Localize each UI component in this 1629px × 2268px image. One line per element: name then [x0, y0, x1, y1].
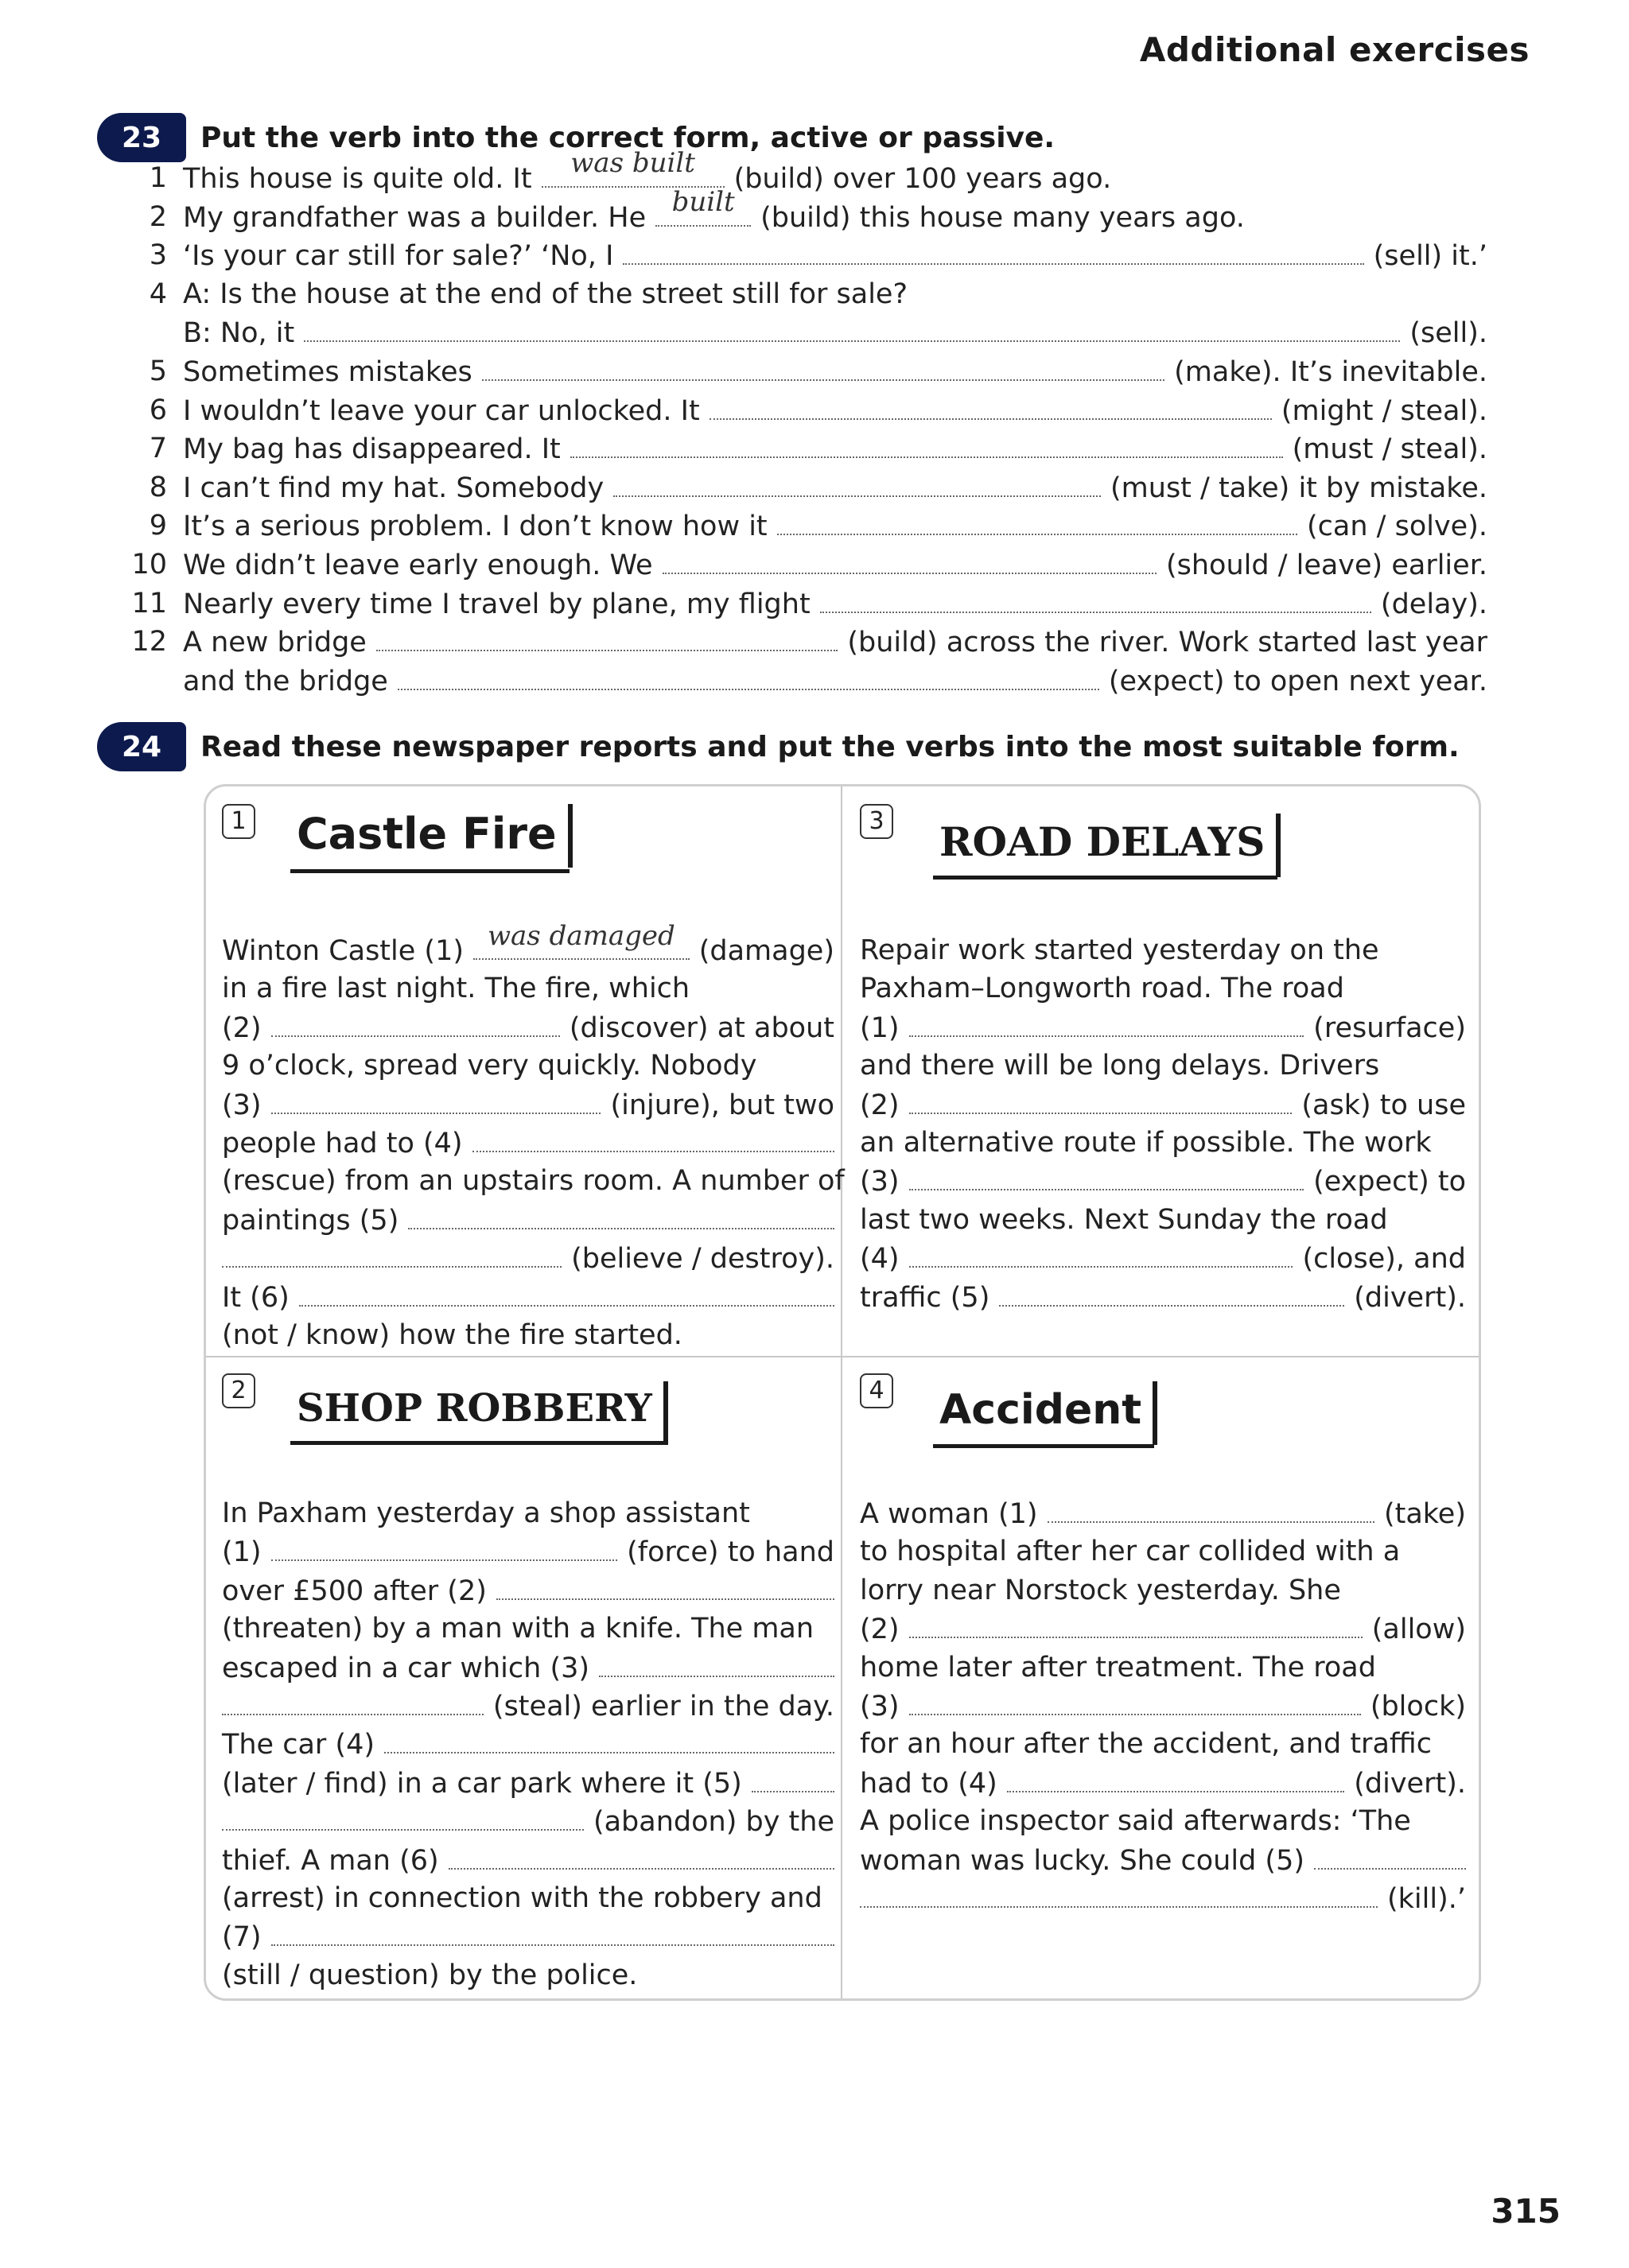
- story-text-segment: (resurface): [1313, 1012, 1466, 1044]
- answer-blank[interactable]: [271, 1532, 618, 1561]
- answer-blank[interactable]: [472, 1124, 834, 1152]
- answer-blank[interactable]: [909, 1008, 1304, 1037]
- story-line: [860, 1532, 1466, 1571]
- story-line: [222, 1278, 834, 1316]
- handwritten-answer: was damaged: [487, 919, 675, 952]
- item-text: Sometimes mistakes: [183, 355, 472, 388]
- answer-blank[interactable]: [299, 1278, 834, 1307]
- page-number: 315: [1491, 2192, 1561, 2231]
- story-text-segment: (later / find) in a car park where it (5): [222, 1767, 742, 1800]
- item-text: (might / steal).: [1281, 394, 1487, 427]
- story-text-segment: (2): [860, 1614, 900, 1646]
- story-text-segment: (kill).’: [1386, 1882, 1466, 1915]
- story-text-segment: A woman (1): [860, 1498, 1038, 1530]
- answer-blank[interactable]: [482, 352, 1164, 381]
- answer-blank[interactable]: [1314, 1841, 1466, 1870]
- story-line: [222, 1494, 834, 1532]
- item-number: 1: [149, 162, 167, 194]
- story-text-segment: Winton Castle (1): [222, 935, 464, 967]
- story-text-segment: (divert).: [1354, 1767, 1466, 1800]
- exercise-item: [149, 236, 1487, 275]
- story-line: [222, 1764, 834, 1802]
- story-text-segment: (believe / destroy).: [571, 1243, 834, 1276]
- story-text-segment: (divert).: [1354, 1281, 1466, 1314]
- exercise-item: [149, 507, 1487, 546]
- story-text-segment: (rescue) from an upstairs room. A number of: [222, 1165, 845, 1198]
- answer-blank[interactable]: [777, 507, 1297, 535]
- story-text-segment: Repair work started yesterday on the: [860, 934, 1379, 966]
- item-text: Nearly every time I travel by plane, my flight: [183, 588, 811, 620]
- story-line: [222, 1687, 834, 1725]
- item-number: 2: [149, 200, 167, 233]
- item-text: It’s a serious problem. I don’t know how it: [183, 511, 768, 543]
- headline-text: Accident: [939, 1386, 1142, 1434]
- story-line: [222, 1201, 834, 1239]
- story-line: [222, 919, 834, 969]
- story-text-segment: to hospital after her car collided with a: [860, 1536, 1401, 1568]
- handwritten-answer: built: [671, 186, 735, 218]
- story-line: [860, 1008, 1466, 1047]
- headline-text: ROAD DELAYS: [939, 818, 1265, 865]
- story-line: [860, 1879, 1466, 1917]
- headline-text: Castle Fire: [297, 809, 557, 859]
- story-text: [222, 1494, 834, 1994]
- answer-blank[interactable]: [909, 1085, 1293, 1114]
- story-line: [860, 931, 1466, 969]
- item-text: My grandfather was a builder. He: [183, 201, 647, 234]
- handwritten-answer: was built: [570, 147, 695, 180]
- item-text: I wouldn’t leave your car unlocked. It: [183, 394, 700, 427]
- exercise-number-badge: 24: [97, 722, 186, 771]
- item-text: (sell).: [1409, 317, 1487, 350]
- story-text-segment: (7): [222, 1921, 262, 1954]
- headline: [297, 809, 557, 859]
- story-text-segment: (3): [860, 1166, 900, 1198]
- exercise-item: [149, 147, 1487, 198]
- headline-underline: [290, 869, 570, 873]
- answer-blank[interactable]: [1048, 1494, 1374, 1523]
- running-header: Additional exercises: [1139, 30, 1530, 69]
- exercise-item: [149, 429, 1487, 468]
- story-line: [222, 1956, 834, 1994]
- answer-blank[interactable]: [304, 313, 1400, 342]
- story-text-segment: (damage): [698, 935, 834, 967]
- story-text-segment: (expect) to: [1313, 1166, 1466, 1198]
- answer-blank[interactable]: [473, 919, 690, 960]
- item-number: 3: [149, 239, 167, 272]
- item-text: ‘Is your car still for sale?’ ‘No, I: [183, 240, 614, 273]
- answer-blank[interactable]: [222, 1802, 584, 1831]
- story-text-segment: paintings (5): [222, 1204, 399, 1237]
- story-text-segment: The car (4): [222, 1729, 375, 1761]
- item-number: 10: [131, 548, 167, 581]
- answer-blank[interactable]: [376, 623, 838, 651]
- story-text-segment: Paxham–Longworth road. The road: [860, 973, 1344, 1005]
- item-number: 5: [149, 355, 167, 387]
- headline-bar: [1153, 1381, 1157, 1445]
- story-text-segment: (4): [860, 1243, 900, 1276]
- story-text-segment: (arrest) in connection with the robbery and: [222, 1882, 822, 1914]
- answer-blank[interactable]: [398, 662, 1099, 690]
- exercise-23-items: [131, 147, 1487, 700]
- exercise-item: [149, 275, 1487, 314]
- story-text-segment: (discover) at about: [569, 1012, 834, 1044]
- answer-blank[interactable]: [570, 429, 1283, 458]
- item-text: (build) this house many years ago.: [760, 201, 1245, 234]
- story-text: [222, 919, 845, 1354]
- story-line: [222, 1571, 834, 1610]
- row-divider: [206, 1356, 1479, 1357]
- story-line: [222, 1879, 834, 1917]
- story-text-segment: A police inspector said afterwards: ‘The: [860, 1805, 1411, 1838]
- exercise-instruction: Read these newspaper reports and put the verbs into the most suitable form.: [200, 730, 1460, 763]
- story-text-segment: 9 o’clock, spread very quickly. Nobody: [222, 1050, 757, 1082]
- exercise-item: [131, 546, 1487, 584]
- item-text: and the bridge: [183, 665, 388, 697]
- item-text: (delay).: [1380, 588, 1487, 620]
- story-text-segment: (2): [222, 1012, 262, 1044]
- item-number: 9: [149, 510, 167, 542]
- item-text: (should / leave) earlier.: [1165, 549, 1487, 581]
- answer-blank[interactable]: [271, 1085, 601, 1114]
- item-text: A new bridge: [183, 627, 367, 659]
- story-line: [860, 1239, 1466, 1277]
- column-divider: [841, 786, 842, 1998]
- item-text: (build) across the river. Work started last year: [847, 627, 1487, 659]
- answer-blank[interactable]: [820, 584, 1371, 613]
- story-line: [222, 1008, 834, 1047]
- item-number: 6: [149, 394, 167, 426]
- headline: [939, 1386, 1141, 1434]
- answer-blank[interactable]: [663, 546, 1157, 574]
- exercise-24-heading: [97, 722, 1460, 771]
- item-text: (must / take) it by mistake.: [1110, 472, 1487, 504]
- item-text: We didn’t leave early enough. We: [183, 549, 653, 581]
- story-line: [860, 1494, 1466, 1532]
- story-text-segment: in a fire last night. The fire, which: [222, 973, 690, 1005]
- answer-blank[interactable]: [384, 1725, 834, 1753]
- headline-text: SHOP ROBBERY: [297, 1386, 652, 1431]
- story-text-segment: thief. A man (6): [222, 1844, 439, 1877]
- item-text: A: Is the house at the end of the street still for sale?: [183, 278, 908, 310]
- exercise-item: [149, 186, 1487, 237]
- exercise-item: [149, 391, 1487, 430]
- headline-bar: [663, 1381, 668, 1445]
- story-line: [222, 1917, 834, 1955]
- story-text-segment: (allow): [1371, 1614, 1466, 1646]
- exercise-item: [131, 623, 1487, 662]
- story-line: [222, 1532, 834, 1571]
- answer-blank[interactable]: [271, 1917, 834, 1946]
- story-line: [860, 1687, 1466, 1725]
- story-line: [860, 1841, 1466, 1879]
- story-line: [860, 1764, 1466, 1802]
- story-text-segment: (1): [222, 1536, 262, 1569]
- answer-blank[interactable]: [909, 1610, 1363, 1638]
- item-text: (expect) to open next year.: [1108, 665, 1487, 697]
- story-line: [222, 1316, 834, 1354]
- story-line: [222, 1124, 834, 1162]
- answer-blank[interactable]: [449, 1841, 834, 1870]
- story-line: [222, 1047, 834, 1085]
- story-line: [860, 1047, 1466, 1085]
- headline-underline: [933, 876, 1277, 880]
- story-number: 1: [222, 804, 255, 839]
- item-number: 8: [149, 471, 167, 503]
- answer-blank[interactable]: [752, 1764, 834, 1792]
- story-text-segment: home later after treatment. The road: [860, 1651, 1376, 1684]
- item-text: (can / solve).: [1307, 511, 1487, 543]
- headline: [939, 818, 1265, 865]
- answer-blank[interactable]: [909, 1239, 1293, 1268]
- story-text-segment: for an hour after the accident, and traffic: [860, 1728, 1432, 1761]
- headline-underline: [933, 1444, 1154, 1448]
- item-text: I can’t find my hat. Somebody: [183, 472, 605, 504]
- answer-blank[interactable]: [909, 1162, 1304, 1190]
- story-text: [860, 931, 1466, 1316]
- item-number: 12: [131, 626, 167, 658]
- story-text-segment: lorry near Norstock yesterday. She: [860, 1574, 1341, 1606]
- exercise-instruction: Put the verb into the correct form, active or passive.: [200, 121, 1056, 154]
- item-number: 7: [149, 433, 167, 465]
- headline-bar: [568, 804, 573, 868]
- answer-blank[interactable]: [271, 1008, 560, 1037]
- item-text: (must / steal).: [1292, 433, 1487, 466]
- story-line: [860, 1725, 1466, 1763]
- item-text: (sell) it.’: [1373, 240, 1487, 273]
- story-text-segment: (block): [1370, 1690, 1466, 1722]
- story-text: [860, 1494, 1466, 1917]
- story-line: [860, 1610, 1466, 1648]
- story-line: [860, 1085, 1466, 1124]
- story-line: [222, 1841, 834, 1879]
- answer-blank[interactable]: [613, 468, 1101, 497]
- story-text-segment: (take): [1383, 1498, 1466, 1530]
- exercise-number-badge: 23: [97, 113, 186, 162]
- story-text-segment: (abandon) by the: [593, 1806, 834, 1839]
- item-number: 11: [131, 587, 167, 619]
- story-line: [222, 1610, 834, 1648]
- story-line: [222, 1725, 834, 1763]
- story-text-segment: people had to (4): [222, 1127, 463, 1159]
- story-text-segment: woman was lucky. She could (5): [860, 1844, 1305, 1877]
- story-text-segment: traffic (5): [860, 1281, 990, 1314]
- answer-blank[interactable]: [860, 1879, 1378, 1908]
- answer-blank[interactable]: [623, 236, 1363, 265]
- story-line: [860, 1571, 1466, 1610]
- headline-underline: [290, 1441, 665, 1445]
- story-text-segment: (3): [860, 1690, 900, 1722]
- story-text-segment: (force) to hand: [627, 1536, 834, 1569]
- story-number: 3: [860, 804, 893, 839]
- story-line: [222, 1802, 834, 1840]
- story-line: [222, 1162, 845, 1200]
- story-line: [860, 1162, 1466, 1200]
- story-line: [860, 1802, 1466, 1840]
- exercise-item: [149, 468, 1487, 507]
- headline: [297, 1386, 652, 1431]
- story-line: [860, 1649, 1466, 1687]
- story-line: [222, 1239, 834, 1277]
- answer-blank[interactable]: [222, 1687, 484, 1715]
- story-text-segment: (not / know) how the fire started.: [222, 1318, 682, 1351]
- story-text-segment: (close), and: [1302, 1243, 1466, 1276]
- story-text-segment: escaped in a car which (3): [222, 1652, 590, 1684]
- answer-blank[interactable]: [655, 186, 751, 227]
- story-text-segment: over £500 after (2): [222, 1575, 487, 1607]
- story-number: 2: [222, 1373, 255, 1408]
- answer-blank[interactable]: [222, 1239, 562, 1268]
- answer-blank[interactable]: [710, 391, 1272, 420]
- answer-blank[interactable]: [909, 1687, 1361, 1715]
- item-text: B: No, it: [183, 317, 295, 350]
- story-text-segment: an alternative route if possible. The work: [860, 1126, 1432, 1159]
- item-text: (make). It’s inevitable.: [1174, 355, 1487, 388]
- exercise-item: [149, 352, 1487, 391]
- story-text-segment: (threaten) by a man with a knife. The man: [222, 1613, 814, 1645]
- answer-blank[interactable]: [408, 1201, 834, 1229]
- story-line: [860, 1124, 1466, 1162]
- story-line: [222, 1085, 834, 1124]
- answer-blank[interactable]: [999, 1278, 1344, 1307]
- story-line: [860, 969, 1466, 1008]
- story-text-segment: In Paxham yesterday a shop assistant: [222, 1497, 750, 1529]
- news-reports-box: [204, 784, 1481, 2001]
- item-text: (build) over 100 years ago.: [733, 163, 1112, 195]
- story-text-segment: last two weeks. Next Sunday the road: [860, 1203, 1388, 1236]
- story-text-segment: (1): [860, 1012, 900, 1044]
- story-line: [222, 969, 834, 1008]
- exercise-item: [183, 313, 1487, 352]
- item-text: My bag has disappeared. It: [183, 433, 561, 466]
- item-number: 4: [149, 278, 167, 310]
- story-line: [860, 1201, 1466, 1239]
- answer-blank[interactable]: [599, 1649, 834, 1677]
- story-text-segment: (3): [222, 1089, 262, 1121]
- story-line: [860, 1278, 1466, 1316]
- story-text-segment: (still / question) by the police.: [222, 1959, 638, 1991]
- story-text-segment: (ask) to use: [1301, 1089, 1466, 1121]
- answer-blank[interactable]: [496, 1571, 834, 1600]
- story-text-segment: (2): [860, 1089, 900, 1121]
- story-text-segment: (injure), but two: [610, 1089, 834, 1121]
- story-text-segment: It (6): [222, 1281, 290, 1314]
- headline-bar: [1276, 814, 1281, 877]
- story-text-segment: had to (4): [860, 1767, 997, 1800]
- item-text: This house is quite old. It: [183, 163, 532, 195]
- story-text-segment: (steal) earlier in the day.: [492, 1690, 834, 1722]
- story-text-segment: and there will be long delays. Drivers: [860, 1050, 1380, 1082]
- exercise-item: [183, 662, 1487, 701]
- exercise-item: [131, 584, 1487, 623]
- answer-blank[interactable]: [1007, 1764, 1344, 1792]
- story-number: 4: [860, 1373, 893, 1408]
- story-line: [222, 1649, 834, 1687]
